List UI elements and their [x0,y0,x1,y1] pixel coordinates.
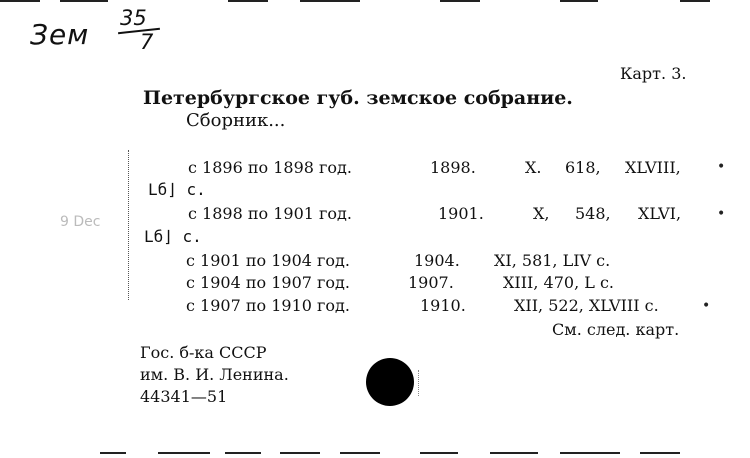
volume-5-series: XII, 522, XLVIII с. [514,296,659,315]
volume-1-period: с 1896 по 1898 год. [188,158,352,177]
volume-4-period: с 1904 по 1907 год. [186,273,350,292]
edge-dot: • [702,298,711,314]
card-bottom-edge [0,452,750,456]
continuation-mark-2: Lб⌋ с. [144,227,202,246]
volume-3-year: 1904. [414,251,460,270]
punch-hole-edge [412,370,419,396]
volume-4-year: 1907. [408,273,454,292]
edge-dot: • [717,206,726,222]
volume-bracket [128,150,143,300]
volume-1-year: 1898. [430,158,476,177]
library-dedication: им. В. И. Ленина. [140,365,289,384]
volume-4-series: XIII, 470, L с. [503,273,614,292]
volume-2-roman: XLVI, [638,204,682,223]
continuation-mark-1: Lб⌋ с. [148,180,206,199]
shelf-mark-denominator: 7 [140,30,154,54]
volume-5-year: 1910. [420,296,466,315]
volume-5-period: с 1907 по 1910 год. [186,296,350,315]
card-top-edge [0,0,750,3]
shelf-mark-numerator: 35 [120,6,147,30]
library-code: 44341—51 [140,387,228,406]
volume-2-series: X, [533,204,550,223]
faint-stamp-mark: 9 Dec [60,214,101,230]
volume-1-pages: 618, [565,158,601,177]
punch-hole [366,358,414,406]
shelf-mark-word: Зем [30,18,90,51]
edge-dot: • [717,159,726,175]
card-number: Карт. 3. [620,64,687,83]
volume-3-period: с 1901 по 1904 год. [186,251,350,270]
catalog-subtitle: Сборник... [186,110,286,131]
library-name: Гос. б-ка СССР [140,343,267,362]
catalog-title: Петербургское губ. земское собрание. [143,87,573,109]
volume-1-series: X. [525,158,542,177]
volume-2-pages: 548, [575,204,611,223]
volume-1-roman: XLVIII, [625,158,681,177]
volume-2-year: 1901. [438,204,484,223]
see-next-card: См. след. карт. [552,320,680,339]
volume-3-series: XI, 581, LIV с. [494,251,611,270]
volume-2-period: с 1898 по 1901 год. [188,204,352,223]
